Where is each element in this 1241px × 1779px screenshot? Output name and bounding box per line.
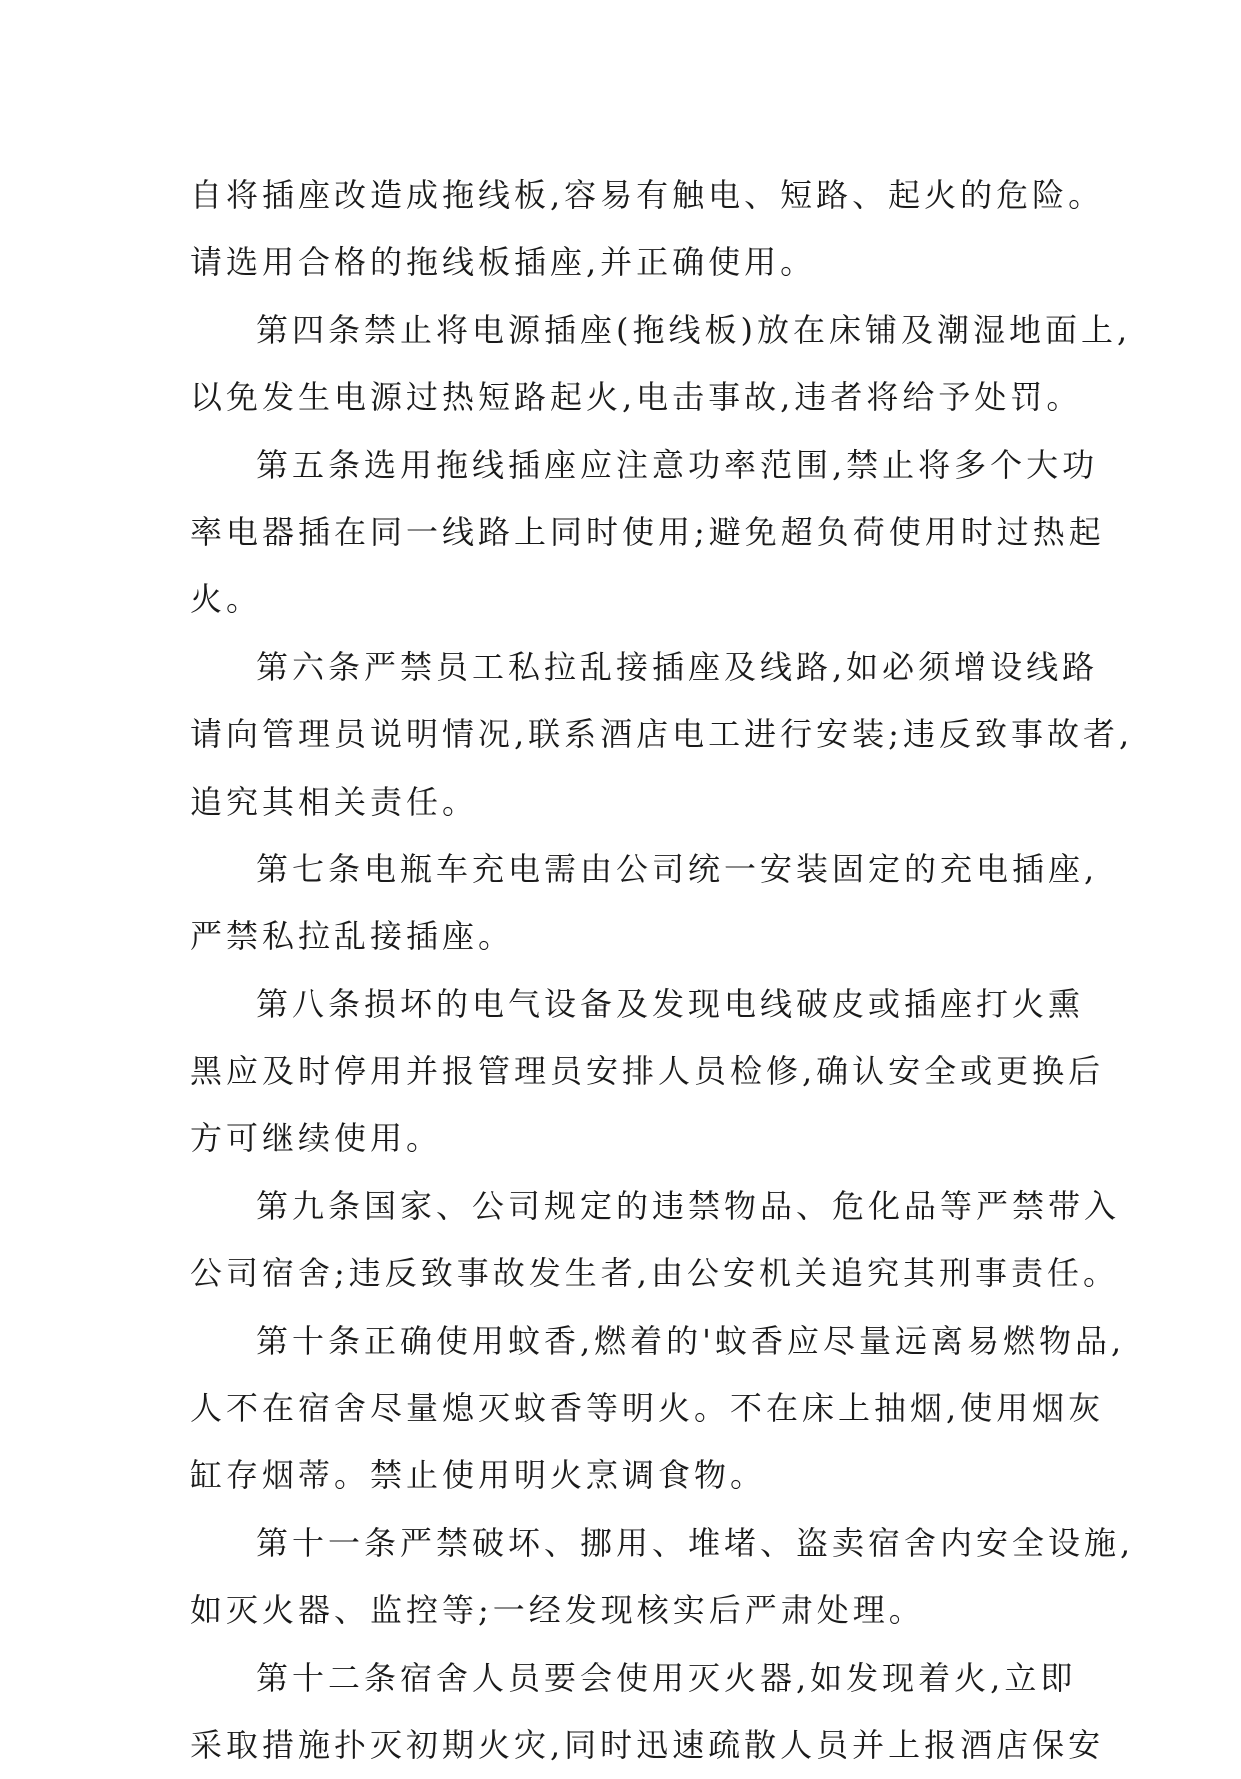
text-line: 第十二条宿舍人员要会使用灭火器,如发现着火,立即 <box>256 1658 1077 1697</box>
text-line: 严禁私拉乱接插座。 <box>190 917 515 956</box>
text-line: 率电器插在同一线路上同时使用;避免超负荷使用时过热起 <box>190 512 1105 551</box>
text-line: 第十条正确使用蚊香,燃着的'蚊香应尽量远离易燃物品, <box>256 1321 1126 1360</box>
text-line: 第六条严禁员工私拉乱接插座及线路,如必须增设线路 <box>256 647 1099 686</box>
text-line: 公司宿舍;违反致事故发生者,由公安机关追究其刑事责任。 <box>190 1254 1119 1293</box>
text-line: 第七条电瓶车充电需由公司统一安装固定的充电插座, <box>256 849 1099 888</box>
text-line: 第四条禁止将电源插座(拖线板)放在床铺及潮湿地面上, <box>256 310 1132 349</box>
text-line: 请选用合格的拖线板插座,并正确使用。 <box>190 243 817 282</box>
text-line: 方可继续使用。 <box>190 1119 443 1158</box>
text-line: 人不在宿舍尽量熄灭蚊香等明火。不在床上抽烟,使用烟灰 <box>190 1389 1105 1428</box>
paragraph-article-10 <box>190 1308 1126 1510</box>
text-line: 黑应及时停用并报管理员安排人员检修,确认安全或更换后 <box>190 1052 1105 1091</box>
paragraph-article-8 <box>190 971 1105 1173</box>
text-line: 追究其相关责任。 <box>190 782 479 821</box>
paragraph-article-12 <box>190 1645 1105 1779</box>
text-line: 缸存烟蒂。禁止使用明火烹调食物。 <box>190 1456 767 1495</box>
paragraph-article-4 <box>190 297 1132 432</box>
text-line: 自将插座改造成拖线板,容易有触电、短路、起火的危险。 <box>190 176 1105 214</box>
paragraph-article-6 <box>190 634 1134 836</box>
text-line: 第五条选用拖线插座应注意功率范围,禁止将多个大功 <box>256 445 1099 484</box>
text-line: 如灭火器、监控等;一经发现核实后严肃处理。 <box>190 1591 925 1630</box>
text-line: 请向管理员说明情况,联系酒店电工进行安装;违反致事故者, <box>190 715 1134 754</box>
text-line: 第八条损坏的电气设备及发现电线破皮或插座打火熏 <box>256 984 1085 1023</box>
paragraph-continuation <box>190 162 1105 297</box>
document-body <box>190 162 1135 1779</box>
text-line: 第十一条严禁破坏、挪用、堆堵、盗卖宿舍内安全设施, <box>256 1523 1135 1562</box>
paragraph-article-11 <box>190 1510 1135 1645</box>
text-line: 火。 <box>190 580 263 619</box>
paragraph-article-7 <box>190 836 1099 971</box>
text-line: 以免发生电源过热短路起火,电击事故,违者将给予处罚。 <box>190 378 1083 417</box>
paragraph-article-9 <box>190 1173 1121 1308</box>
text-line: 第九条国家、公司规定的违禁物品、危化品等严禁带入 <box>256 1186 1121 1225</box>
text-line: 采取措施扑灭初期火灾,同时迅速疏散人员并上报酒店保安 <box>190 1725 1105 1764</box>
paragraph-article-5 <box>190 432 1105 634</box>
